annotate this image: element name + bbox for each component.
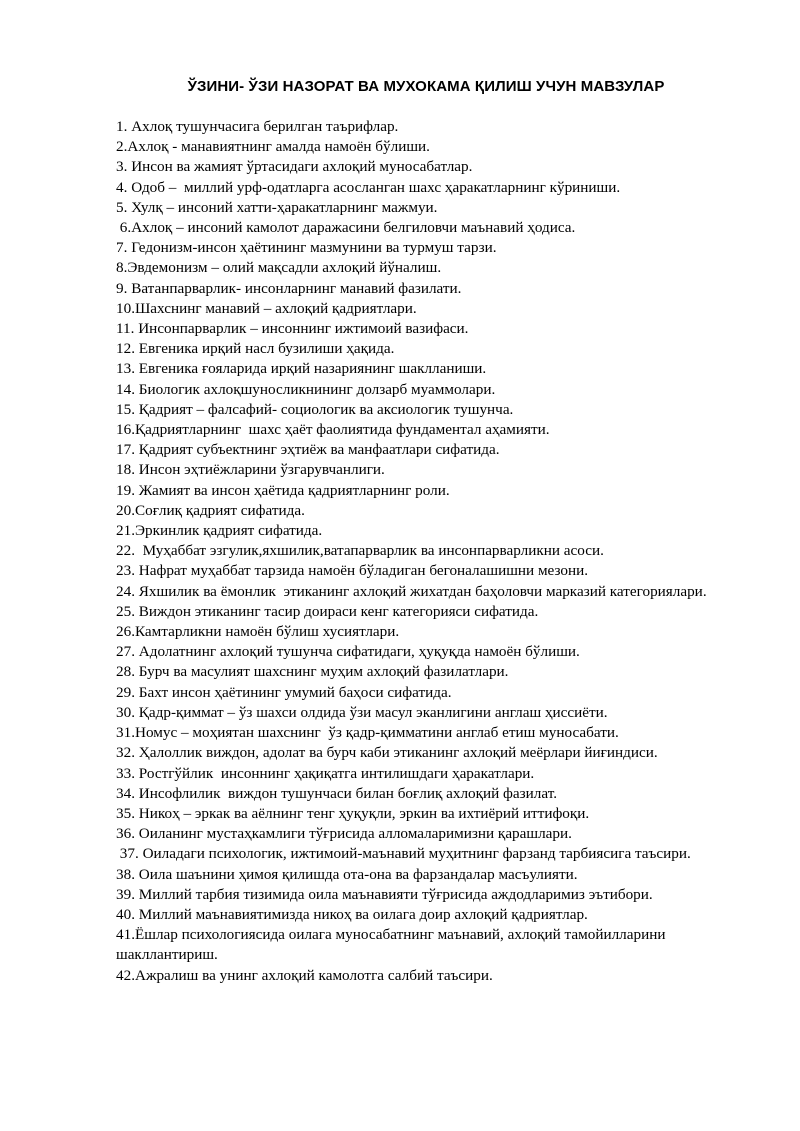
topic-item: 34. Инсофлилик виждон тушунчаси билан боғлиқ ахлоқий фазилат. [116,784,557,802]
topic-item: 9. Ватанпарварлик- инсонларнинг манавий фазилати. [116,279,462,297]
topic-item: 42.Ажралиш ва унинг ахлоқий камолотга салбий таъсири. [116,966,493,984]
topic-list [116,117,756,986]
topic-item: 28. Бурч ва масулият шахснинг муҳим ахлоқий фазилатлари. [116,663,509,681]
topic-item: 10.Шахснинг манавий – ахлоқий қадриятлари. [116,299,417,317]
topic-item: 11. Инсонпарварлик – инсоннинг ижтимоий вазифаси. [116,320,469,338]
topic-item: 1. Ахлоқ тушунчасига берилган таърифлар. [116,118,399,135]
topic-item: 39. Миллий тарбия тизимида оила маънавияти тўғрисида аждодларимиз эътибори. [116,885,653,903]
topic-item: 17. Қадрият субъектнинг эҳтиёж ва манфаатлари сифатида. [116,441,500,459]
topic-item: 2.Ахлоқ - манавиятнинг амалда намоён бўлиши. [116,138,430,156]
topic-item: 13. Евгеника ғояларида ирқий назариянинг шаклланиши. [116,360,487,378]
topic-item: 14. Биологик ахлоқшуносликнининг долзарб муаммолари. [116,380,496,398]
topic-item: 29. Бахт инсон ҳаётининг умумий баҳоси сифатида. [116,683,452,701]
topic-item: 6.Ахлоқ – инсоний камолот даражасини белгиловчи маънавий ҳодиса. [116,219,576,237]
topic-item: 40. Миллий маънавиятимизда никоҳ ва оилага доир ахлоқий қадриятлар. [116,905,588,923]
topic-item: 3. Инсон ва жамият ўртасидаги ахлоқий муносабатлар. [116,158,473,176]
topic-item: 8.Эвдемонизм – олий мақсадли ахлоқий йўналиш. [116,259,442,277]
topic-item: 12. Евгеника ирқий насл бузилиши ҳақида. [116,340,395,358]
topic-item: 25. Виждон этиканинг тасир доираси кенг категорияси сифатида. [116,602,539,620]
topic-item: 21.Эркинлик қадрият сифатида. [116,522,323,540]
topic-item: 7. Гедонизм-инсон ҳаётининг мазмунини ва турмуш тарзи. [116,239,497,257]
topic-item: 19. Жамият ва инсон ҳаётида қадриятларнинг роли. [116,481,450,499]
topic-item: 36. Оиланинг мустаҳкамлиги тўғрисида алломаларимизни қарашлари. [116,825,572,843]
topic-item: 15. Қадрият – фалсафий- социологик ва аксиологик тушунча. [116,400,514,418]
page-title: ЎЗИНИ- ЎЗИ НАЗОРАТ ВА МУХОКАМА ҚИЛИШ УЧУН МАВЗУЛАР [187,78,665,95]
topic-item: 18. Инсон эҳтиёжларини ўзгарувчанлиги. [116,461,385,479]
topic-item: 22. Муҳаббат эзгулик,яхшилик,ватапарварлик ва инсонпарварликни асоси. [116,542,604,560]
topic-item: 30. Қадр-қиммат – ўз шахси олдида ўзи масул эканлигини англаш ҳиссиёти. [116,703,608,721]
topic-item: 33. Ростгўйлик инсоннинг ҳақиқатга интилишдаги ҳаракатлари. [116,764,535,782]
topic-item: 27. Адолатнинг ахлоқий тушунча сифатидаги, ҳуқуқда намоён бўлиши. [116,643,580,661]
topic-item: 16.Қадриятларнинг шахс ҳаёт фаолиятида фундаментал аҳамияти. [116,421,550,439]
topic-item: 24. Яхшилик ва ёмонлик этиканинг ахлоқий жихатдан баҳоловчи марказий категориялари. [116,582,707,600]
topic-item: 32. Ҳалоллик виждон, адолат ва бурч каби этиканинг ахлоқий меёрлари йиғиндиси. [116,744,658,762]
topic-item: 37. Оиладаги психологик, ижтимоий-маънавий муҳитнинг фарзанд тарбиясига таъсири. [116,845,691,863]
topic-item: 23. Нафрат муҳаббат тарзида намоён бўладиган бегоналашишни мезони. [116,562,589,580]
topic-item: 31.Номус – моҳиятан шахснинг ўз қадр-қимматини англаб етиш муносабати. [116,724,619,742]
topic-item: 26.Камтарликни намоён бўлиш хусиятлари. [116,623,400,641]
topic-item: 5. Хулқ – инсоний хатти-ҳаракатларнинг мажмуи. [116,198,438,216]
topic-item: 20.Соғлиқ қадрият сифатида. [116,501,305,519]
topic-item: 4. Одоб – миллий урф-одатларга асосланган шахс ҳаракатларнинг кўриниши. [116,178,621,196]
topic-item: 41.Ёшлар психологиясида оилага муносабатнинг маънавий, ахлоқий тамойилларини шакллантириш. [116,926,670,964]
topic-item: 35. Никоҳ – эркак ва аёлнинг тенг ҳуқуқли, эркин ва ихтиёрий иттифоқи. [116,804,590,822]
topic-item: 38. Оила шаънини ҳимоя қилишда ота-она ва фарзандалар масъулияти. [116,865,578,883]
